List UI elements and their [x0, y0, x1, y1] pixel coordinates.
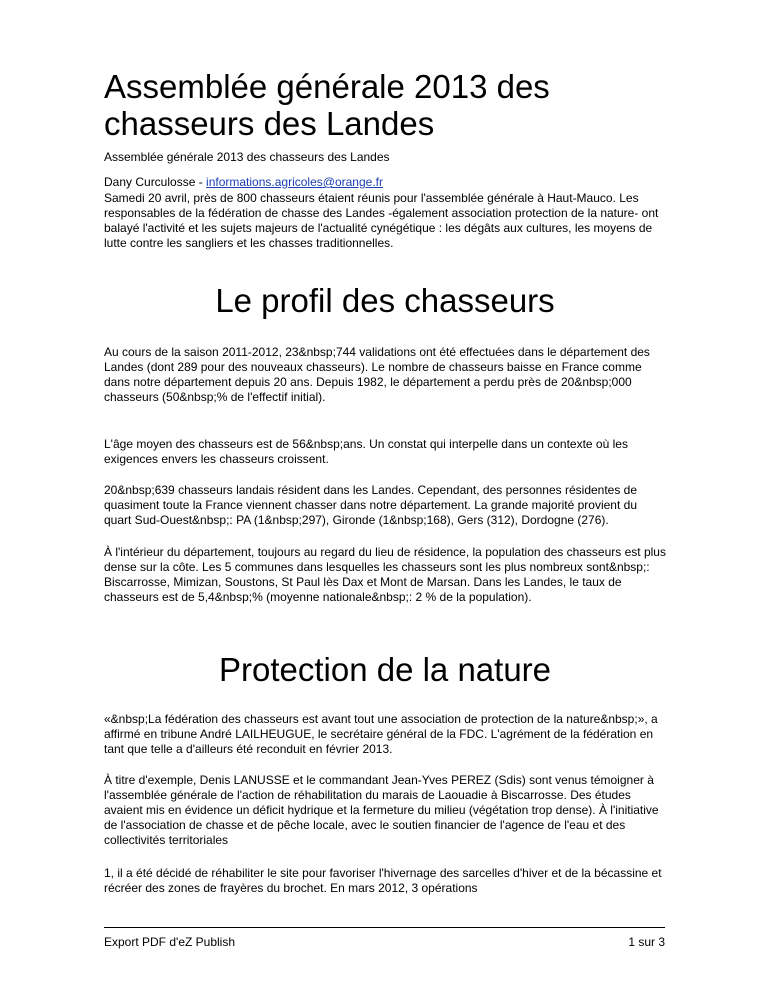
paragraph: «&nbsp;La fédération des chasseurs est avant tout une association de protection de la nature&nbsp;», a affirmé en tribune André LAILHEUGUE, le secrétaire général de la FDC. L'agrément de la fédération en tant que telle a d'ailleurs été reconduit en février 2013. [104, 712, 658, 756]
byline [104, 175, 383, 190]
paragraph: À titre d'exemple, Denis LANUSSE et le commandant Jean-Yves PEREZ (Sdis) sont venus témoigner à l'assemblée générale de l'action de réhabilitation du marais de Laouadie à Biscarrosse. Des études avaient mis en évidence un déficit hydrique et la fermeture du milieu (végétation trop dense). À l'initiative de l'association de chasse et de pêche locale, avec le soutien financier de l'agence de l'eau et des collectivités territoriales [104, 773, 659, 847]
page-number: 1 sur 3 [628, 935, 665, 949]
paragraph: 20&nbsp;639 chasseurs landais résident dans les Landes. Cependant, des personnes résidentes de quasiment toute la France viennent chasser dans notre département. La grande majorité provient du quart Sud-Ouest&nbsp;: PA (1&nbsp;297), Gironde (1&nbsp;168), Gers (312), Dordogne (276). [104, 483, 638, 527]
section-heading-nature: Protection de la nature [218, 651, 552, 688]
paragraph: L'âge moyen des chasseurs est de 56&nbsp;ans. Un constat qui interpelle dans un contexte où les exigences envers les chasseurs croissent. [104, 437, 628, 466]
paragraph: Au cours de la saison 2011-2012, 23&nbsp;744 validations ont été effectuées dans le département des Landes (dont 289 pour des nouveaux chasseurs). Le nombre de chasseurs baisse en France comme dans notre département depuis 20 ans. Depuis 1982, le département a perdu près de 20&nbsp;000 chasseurs (50&nbsp;% de l'effectif initial). [104, 345, 650, 404]
paragraph: À l'intérieur du département, toujours au regard du lieu de résidence, la population des chasseurs est plus dense sur la côte. Les 5 communes dans lesquelles les chasseurs sont les plus nombreux sont&nbsp;: Biscarrosse, Mimizan, Soustons, St Paul lès Dax et Mont de Marsan. Dans les Landes, le taux de chasseurs est de 5,4&nbsp;% (moyenne nationale&nbsp;: 2 % de la population). [104, 545, 666, 604]
section-heading-profil: Le profil des chasseurs [215, 282, 555, 319]
footer-source: Export PDF d'eZ Publish [104, 935, 236, 949]
document-subtitle: Assemblée générale 2013 des chasseurs des Landes [104, 150, 390, 164]
intro-paragraph: Samedi 20 avril, près de 800 chasseurs étaient réunis pour l'assemblée générale à Haut-Mauco. Les responsables de la fédération de chasse des Landes -également association protection de la nature- ont balayé l'activité et les sujets majeurs de l'actualité cynégétique : les dégâts aux cultures, les moyens de lutte contre les sangliers et les chasses traditionnelles. [104, 191, 659, 250]
author-name: Dany Curculosse - [104, 175, 207, 189]
paragraph: 1, il a été décidé de réhabiliter le site pour favoriser l'hivernage des sarcelles d'hiver et de la bécassine et récréer des zones de frayères du brochet. En mars 2012, 3 opérations [104, 866, 662, 895]
author-email-link[interactable]: informations.agricoles@orange.fr [206, 175, 383, 189]
footer-divider [104, 927, 665, 928]
document-title: Assemblée générale 2013 des chasseurs des Landes [104, 68, 550, 142]
